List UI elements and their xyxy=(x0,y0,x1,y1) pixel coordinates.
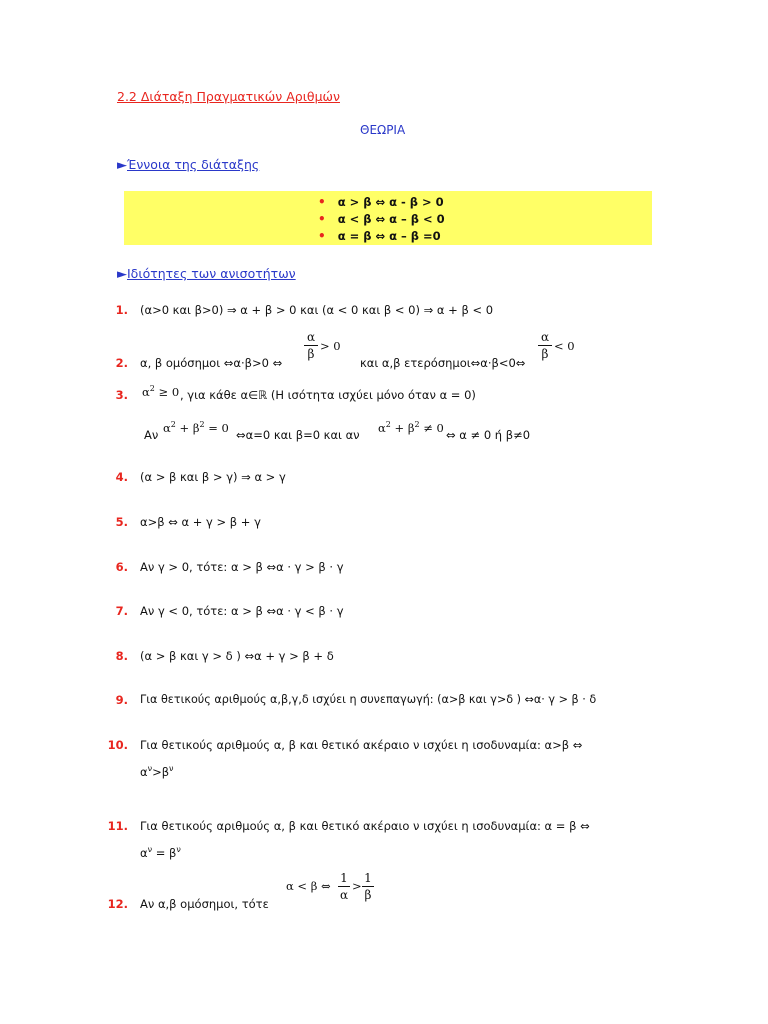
bullet-icon: • xyxy=(318,229,326,243)
item-number: 8. xyxy=(115,649,128,663)
property-text: Αν γ > 0, τότε: α > β ⇔α · γ > β · γ xyxy=(140,560,344,574)
fraction: 1 β xyxy=(362,871,374,902)
item-number: 11. xyxy=(107,819,128,833)
item-number: 2. xyxy=(115,356,128,370)
property-text: , για κάθε α∈ℝ (Η ισότητα ισχύει μόνο όταν α = 0) xyxy=(180,388,476,402)
definition-item: • α = β ⇔ α – β =0 xyxy=(318,229,441,243)
property-text: Για θετικούς αριθμούς α, β και θετικό ακέραιο ν ισχύει η ισοδυναμία: α = β ⇔ xyxy=(140,819,590,833)
property-text: Για θετικούς αριθμούς α, β και θετικό ακέραιο ν ισχύει η ισοδυναμία: α>β ⇔ xyxy=(140,738,583,752)
bullet-icon: • xyxy=(318,212,326,226)
item-number: 3. xyxy=(115,388,128,402)
section-order-title: Έννοια της διάταξης xyxy=(127,157,260,172)
property-text: και α,β ετερόσημοι⇔α·β<0⇔ xyxy=(360,356,526,370)
triangle-marker-icon: ► xyxy=(117,158,127,173)
triangle-marker-icon: ► xyxy=(117,267,127,282)
property-text: ⇔ α ≠ 0 ή β≠0 xyxy=(446,428,531,442)
property-text: α>β ⇔ α + γ > β + γ xyxy=(140,515,261,529)
fraction: α β xyxy=(538,330,552,361)
relation: < 0 xyxy=(554,339,575,353)
item-number: 10. xyxy=(107,738,128,752)
property-text: (α>0 και β>0) ⇒ α + β > 0 και (α < 0 και β < 0) ⇒ α + β < 0 xyxy=(140,303,494,317)
property-text: (α > β και β > γ) ⇒ α > γ xyxy=(140,470,286,484)
fraction: α β xyxy=(304,330,318,361)
property-text: α, β ομόσημοι ⇔α·β>0 ⇔ xyxy=(140,356,283,370)
property-text-continued: $\alpha^\nu = \beta^\nu$ xyxy=(140,845,181,860)
property-text: Αν γ < 0, τότε: α > β ⇔α · γ < β · γ xyxy=(140,604,344,618)
item-number: 7. xyxy=(115,604,128,618)
property-text: ⇔α=0 και β=0 και αν xyxy=(236,428,360,442)
equation-formula: $\alpha^2 + \beta^2 = 0$ xyxy=(163,420,229,435)
section-properties-title: Ιδιότητες των ανισοτήτων xyxy=(127,266,296,281)
section-order-heading xyxy=(117,157,259,173)
property-text: Για θετικούς αριθμούς α,β,γ,δ ισχύει η συνεπαγωγή: (α>β και γ>δ ) ⇔α· γ > β · δ xyxy=(140,693,597,706)
item-number: 5. xyxy=(115,515,128,529)
property-text-continued: $\alpha^\nu>\beta^\nu$ xyxy=(140,764,174,779)
section-properties-heading xyxy=(117,266,296,282)
item-number: 9. xyxy=(115,693,128,707)
property-text: Αν α,β ομόσημοι, τότε xyxy=(140,897,269,911)
item-number: 1. xyxy=(115,303,128,317)
definition-item: • α < β ⇔ α – β < 0 xyxy=(318,212,445,226)
definition-item: • α > β ⇔ α - β > 0 xyxy=(318,195,444,209)
page-title: 2.2 Διάταξη Πραγματικών Αριθμών xyxy=(117,89,340,104)
property-text: (α > β και γ > δ ) ⇔α + γ > β + δ xyxy=(140,649,334,663)
relation: > 0 xyxy=(320,339,341,353)
item-number: 4. xyxy=(115,470,128,484)
property-text: Αν xyxy=(144,428,159,442)
relation: > xyxy=(352,879,362,893)
fraction: 1 α xyxy=(339,871,349,902)
reciprocal-formula-lhs: α < β ⇔ xyxy=(286,879,331,893)
bullet-icon: • xyxy=(318,195,326,209)
item-number: 6. xyxy=(115,560,128,574)
item-number: 12. xyxy=(107,897,128,911)
equation-formula: $\alpha^2 + \beta^2 \ne 0$ xyxy=(378,420,444,435)
inequality-formula: $\alpha^2 \ge 0$ xyxy=(142,384,180,399)
definition-list xyxy=(318,194,445,245)
theory-heading: ΘΕΩΡΙΑ xyxy=(360,123,406,137)
